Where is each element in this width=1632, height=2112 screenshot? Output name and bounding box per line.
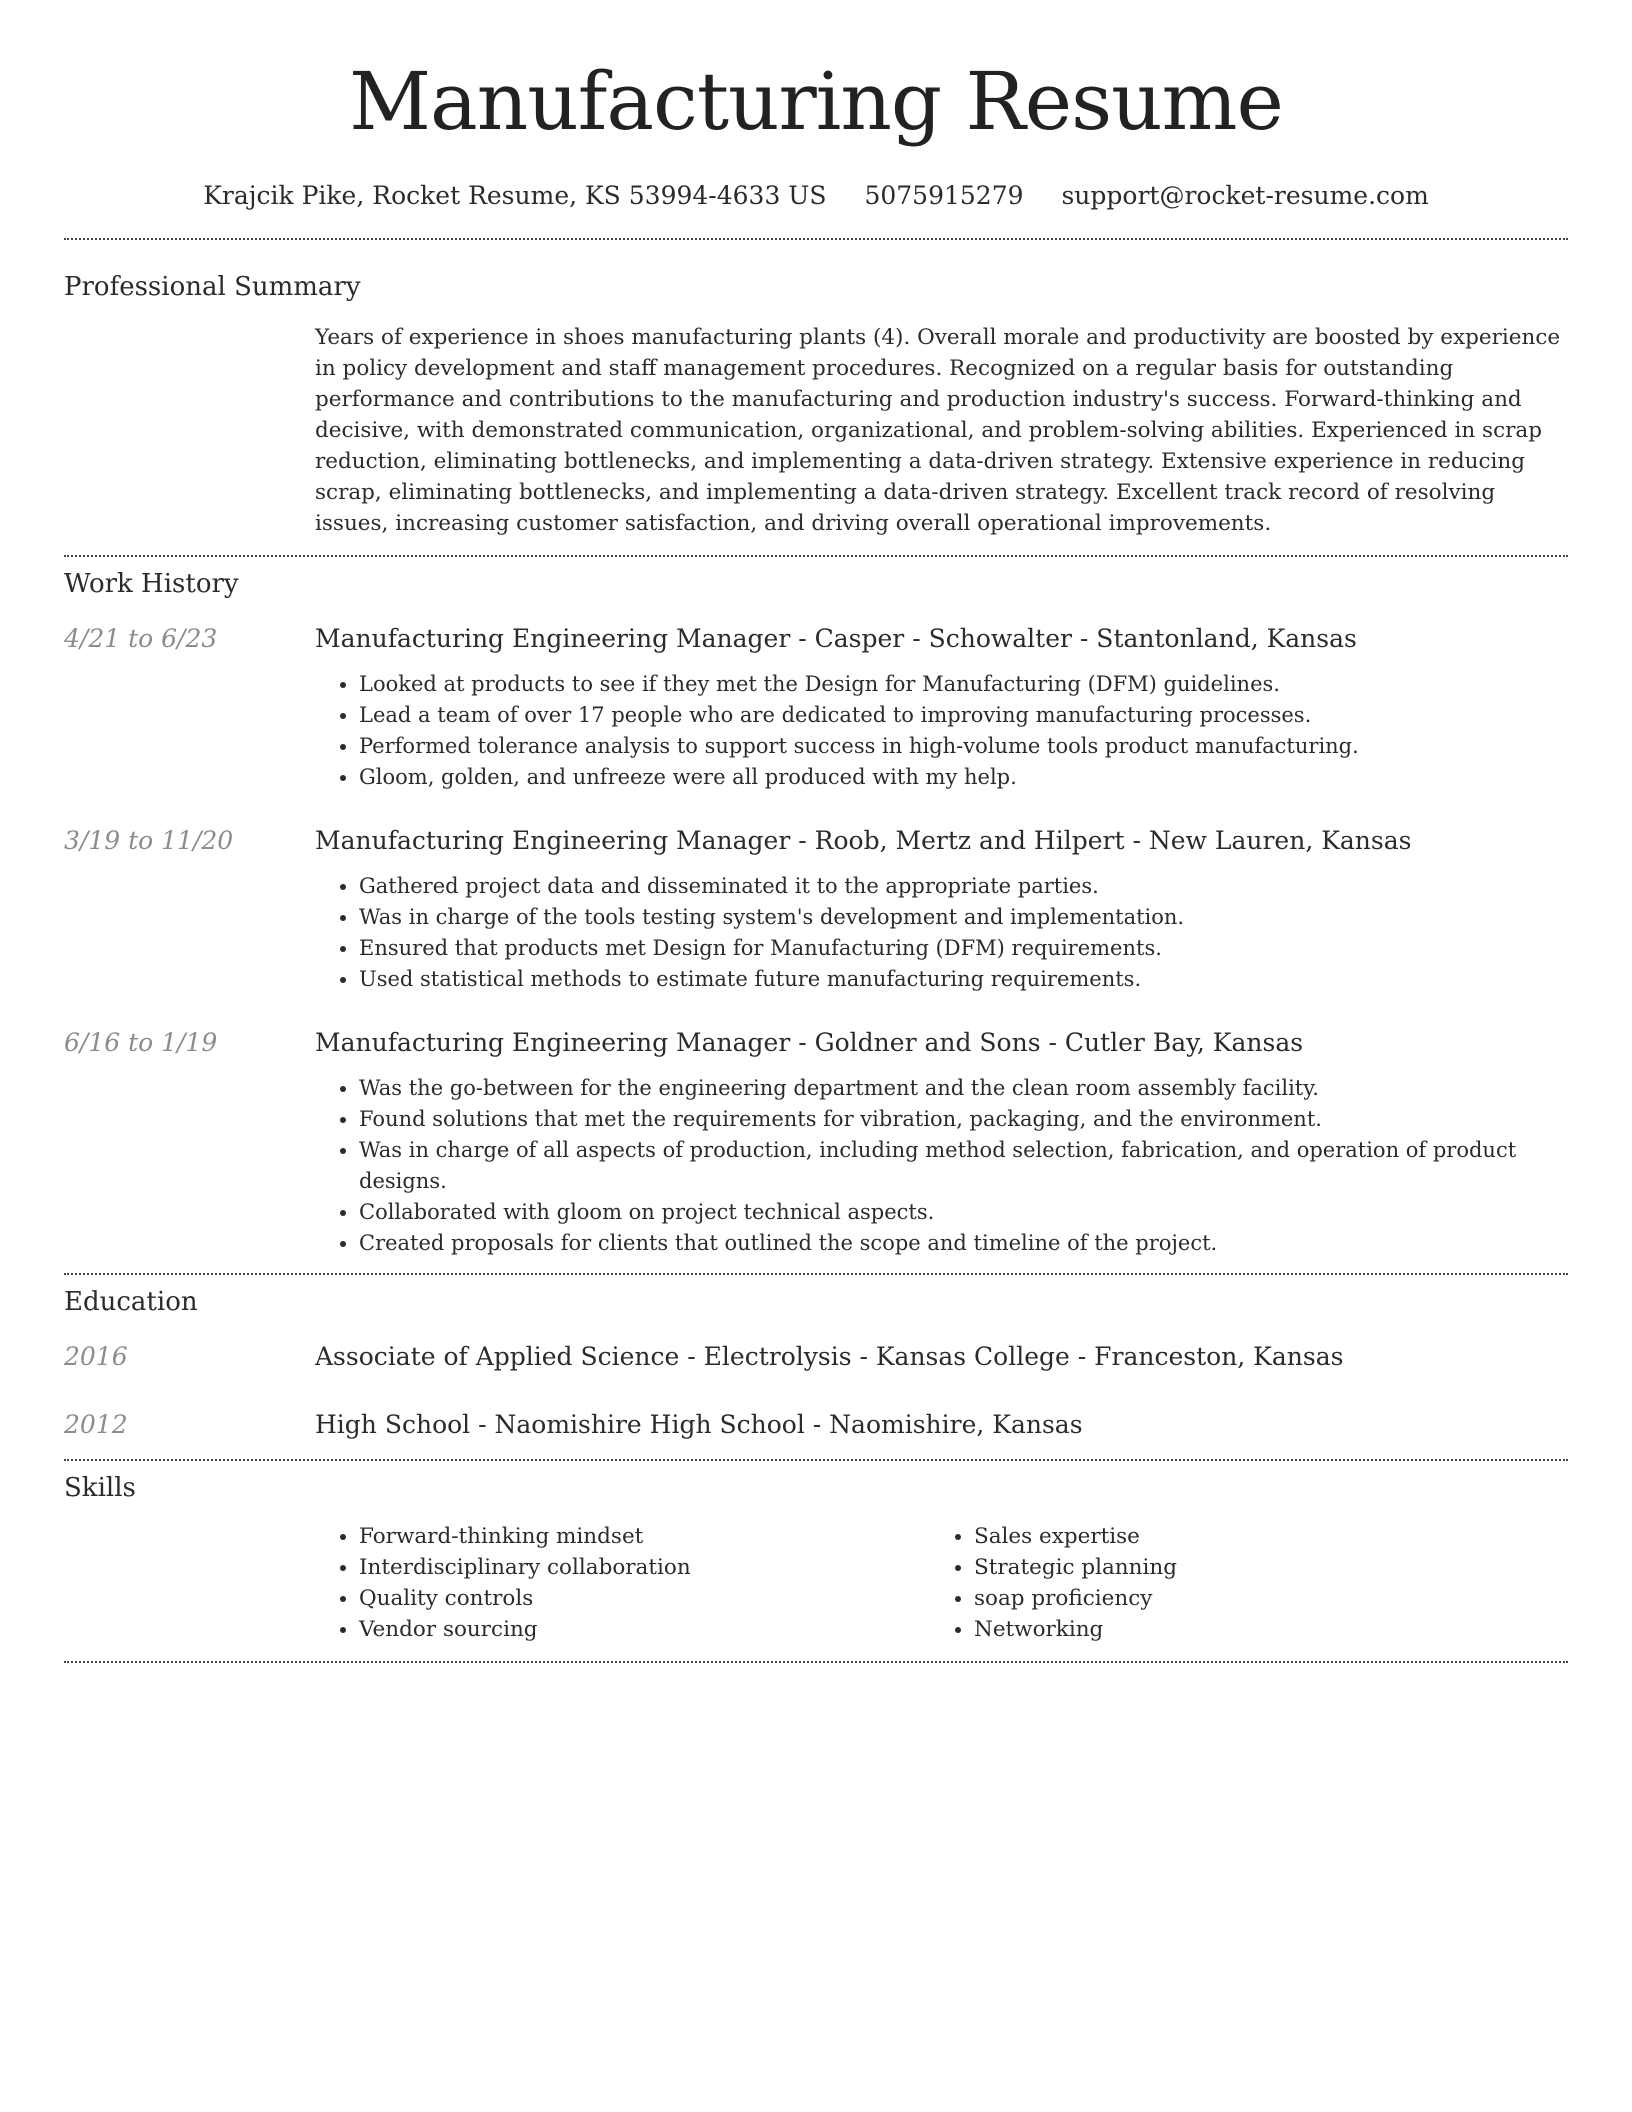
job-dates: 6/16 to 1/19 xyxy=(64,1028,218,1057)
list-item: • Lead a team of over 17 people who are dedicated to improving manufacturing processes. xyxy=(359,700,1568,731)
list-item: • Created proposals for clients that outlined the scope and timeline of the project. xyxy=(359,1228,1568,1259)
job-details xyxy=(315,825,1568,995)
education-entry xyxy=(64,1409,1568,1441)
section-divider xyxy=(64,1459,1568,1461)
section-divider xyxy=(64,238,1568,240)
contact-address: Krajcik Pike, Rocket Resume, KS 53994-4633 US xyxy=(203,181,827,210)
summary-left-spacer xyxy=(64,322,315,539)
job-heading: Manufacturing Engineering Manager - Goldner and Sons - Cutler Bay, Kansas xyxy=(315,1028,1304,1057)
job-entry xyxy=(64,1027,1568,1259)
skill-item: • Quality controls xyxy=(359,1583,930,1614)
contact-phone: 5075915279 xyxy=(864,181,1024,210)
section-divider xyxy=(64,1273,1568,1275)
work-history-section xyxy=(64,567,1568,1259)
list-item: • Was in charge of the tools testing system's development and implementation. xyxy=(359,902,1568,933)
job-heading: Manufacturing Engineering Manager - Casper - Schowalter - Stantonland, Kansas xyxy=(315,624,1357,653)
resume-title: Manufacturing Resume xyxy=(349,55,1283,148)
skills-content xyxy=(315,1521,1568,1645)
skill-item: • Vendor sourcing xyxy=(359,1614,930,1645)
skills-section-title: Skills xyxy=(64,1473,136,1503)
skills-left-spacer xyxy=(64,1521,315,1645)
job-bullet-list xyxy=(315,669,1568,793)
list-item: • Performed tolerance analysis to support success in high-volume tools product manufacturing. xyxy=(359,731,1568,762)
contact-email: support@rocket-resume.com xyxy=(1061,181,1429,210)
list-item: • Looked at products to see if they met the Design for Manufacturing (DFM) guidelines. xyxy=(359,669,1568,700)
education-entry xyxy=(64,1341,1568,1373)
skill-item: • soap proficiency xyxy=(974,1583,1545,1614)
list-item: • Used statistical methods to estimate future manufacturing requirements. xyxy=(359,964,1568,995)
education-section-title: Education xyxy=(64,1287,198,1317)
skills-section xyxy=(64,1471,1568,1645)
education-details xyxy=(315,1409,1568,1441)
summary-content xyxy=(315,322,1568,539)
list-item: • Ensured that products met Design for Manufacturing (DFM) requirements. xyxy=(359,933,1568,964)
contact-line xyxy=(64,180,1568,212)
list-item: • Collaborated with gloom on project technical aspects. xyxy=(359,1197,1568,1228)
job-details xyxy=(315,1027,1568,1259)
job-bullet-list xyxy=(315,871,1568,995)
job-details xyxy=(315,623,1568,793)
work-history-section-title: Work History xyxy=(64,569,239,599)
job-entry xyxy=(64,825,1568,995)
section-divider xyxy=(64,1661,1568,1663)
skill-item: • Sales expertise xyxy=(974,1521,1545,1552)
list-item: • Gathered project data and disseminated it to the appropriate parties. xyxy=(359,871,1568,902)
job-entry xyxy=(64,623,1568,793)
education-details xyxy=(315,1341,1568,1373)
skill-item: • Networking xyxy=(974,1614,1545,1645)
summary-section-title: Professional Summary xyxy=(64,272,361,302)
education-year: 2012 xyxy=(64,1410,128,1439)
section-divider xyxy=(64,555,1568,557)
job-heading: Manufacturing Engineering Manager - Roob, Mertz and Hilpert - New Lauren, Kansas xyxy=(315,826,1412,855)
summary-text: Years of experience in shoes manufacturing plants (4). Overall morale and productivity are boosted by experience in policy development and staff management procedures. Recognized on a regular basis for outstanding performance and contributions to the manufacturing and production industry's success. Forward-thinking and decisive, with demonstrated communication, organizational, and problem-solving abilities. Experienced in scrap reduction, eliminating bottlenecks, and implementing a data-driven strategy. Extensive experience in reducing scrap, eliminating bottlenecks, and implementing a data-driven strategy. Excellent track record of resolving issues, increasing customer satisfaction, and driving overall operational improvements. xyxy=(315,325,1561,536)
resume-header xyxy=(64,0,1568,212)
education-section xyxy=(64,1285,1568,1441)
skill-item: • Strategic planning xyxy=(974,1552,1545,1583)
education-year: 2016 xyxy=(64,1342,128,1371)
list-item: • Was the go-between for the engineering department and the clean room assembly facility. xyxy=(359,1073,1568,1104)
list-item: • Gloom, golden, and unfreeze were all produced with my help. xyxy=(359,762,1568,793)
skills-list-right xyxy=(930,1521,1545,1645)
skills-list-left xyxy=(315,1521,930,1645)
skill-item: • Forward-thinking mindset xyxy=(359,1521,930,1552)
job-dates: 4/21 to 6/23 xyxy=(64,624,218,653)
list-item: • Found solutions that met the requirements for vibration, packaging, and the environment. xyxy=(359,1104,1568,1135)
job-dates: 3/19 to 11/20 xyxy=(64,826,234,855)
summary-section xyxy=(64,270,1568,539)
job-bullet-list xyxy=(315,1073,1568,1259)
education-heading: High School - Naomishire High School - Naomishire, Kansas xyxy=(315,1410,1083,1439)
education-heading: Associate of Applied Science - Electrolysis - Kansas College - Franceston, Kansas xyxy=(315,1342,1344,1371)
skill-item: • Interdisciplinary collaboration xyxy=(359,1552,930,1583)
skills-grid xyxy=(315,1521,1568,1645)
list-item: • Was in charge of all aspects of production, including method selection, fabrication, and operation of product designs. xyxy=(359,1135,1568,1197)
